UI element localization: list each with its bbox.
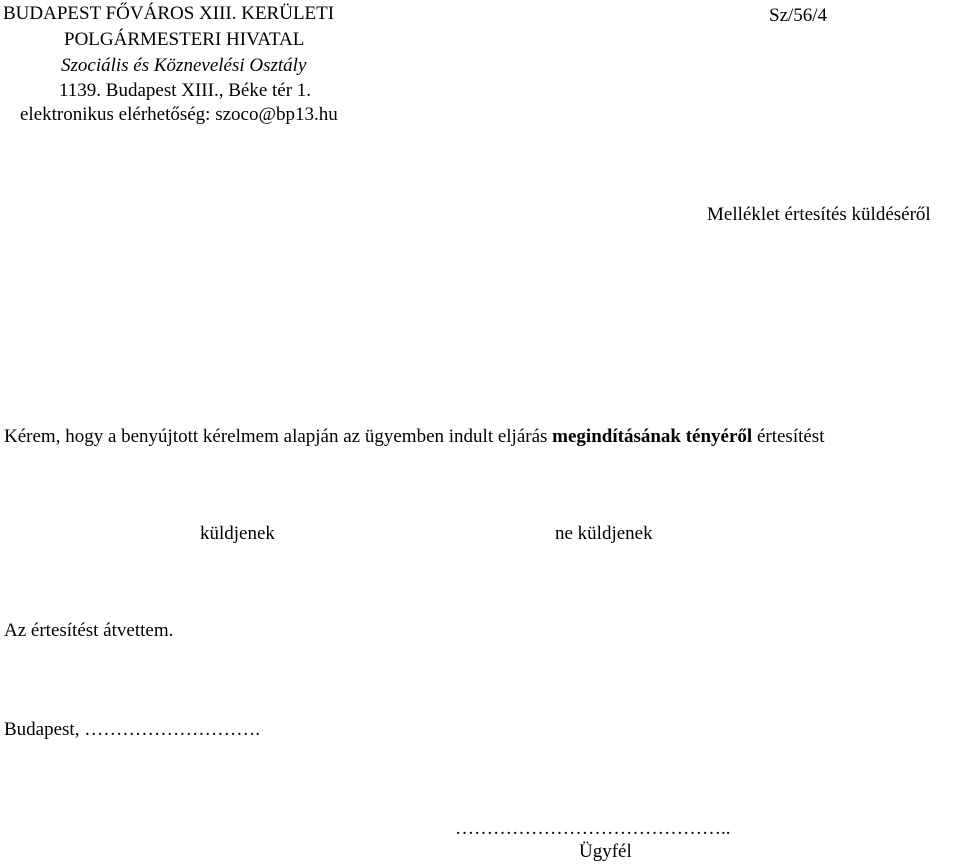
header-email: elektronikus elérhetőség: szoco@bp13.hu <box>20 104 338 125</box>
request-text-part2: értesítést <box>752 426 825 447</box>
receipt-statement: Az értesítést átvettem. <box>4 620 174 641</box>
attachment-title: Melléklet értesítés küldéséről <box>707 204 931 225</box>
signature-label: Ügyfél <box>579 841 632 862</box>
form-code: Sz/56/4 <box>769 5 828 26</box>
place-date-line: Budapest, ………………………. <box>4 719 260 740</box>
request-text-part1: Kérem, hogy a benyújtott kérelmem alapján az ügyemben indult eljárás <box>4 426 553 447</box>
header-address: 1139. Budapest XIII., Béke tér 1. <box>59 80 312 101</box>
option-send[interactable]: küldjenek <box>200 523 275 544</box>
header-office-line1: BUDAPEST FŐVÁROS XIII. KERÜLETI <box>3 3 335 24</box>
option-not-send[interactable]: ne küldjenek <box>555 523 653 544</box>
signature-dots: …………………………………….. <box>455 818 731 839</box>
request-text-bold: megindításának tényéről <box>552 426 753 447</box>
header-department: Szociális és Köznevelési Osztály <box>61 55 307 76</box>
header-office-line2: POLGÁRMESTERI HIVATAL <box>64 29 305 50</box>
request-text <box>4 426 824 448</box>
